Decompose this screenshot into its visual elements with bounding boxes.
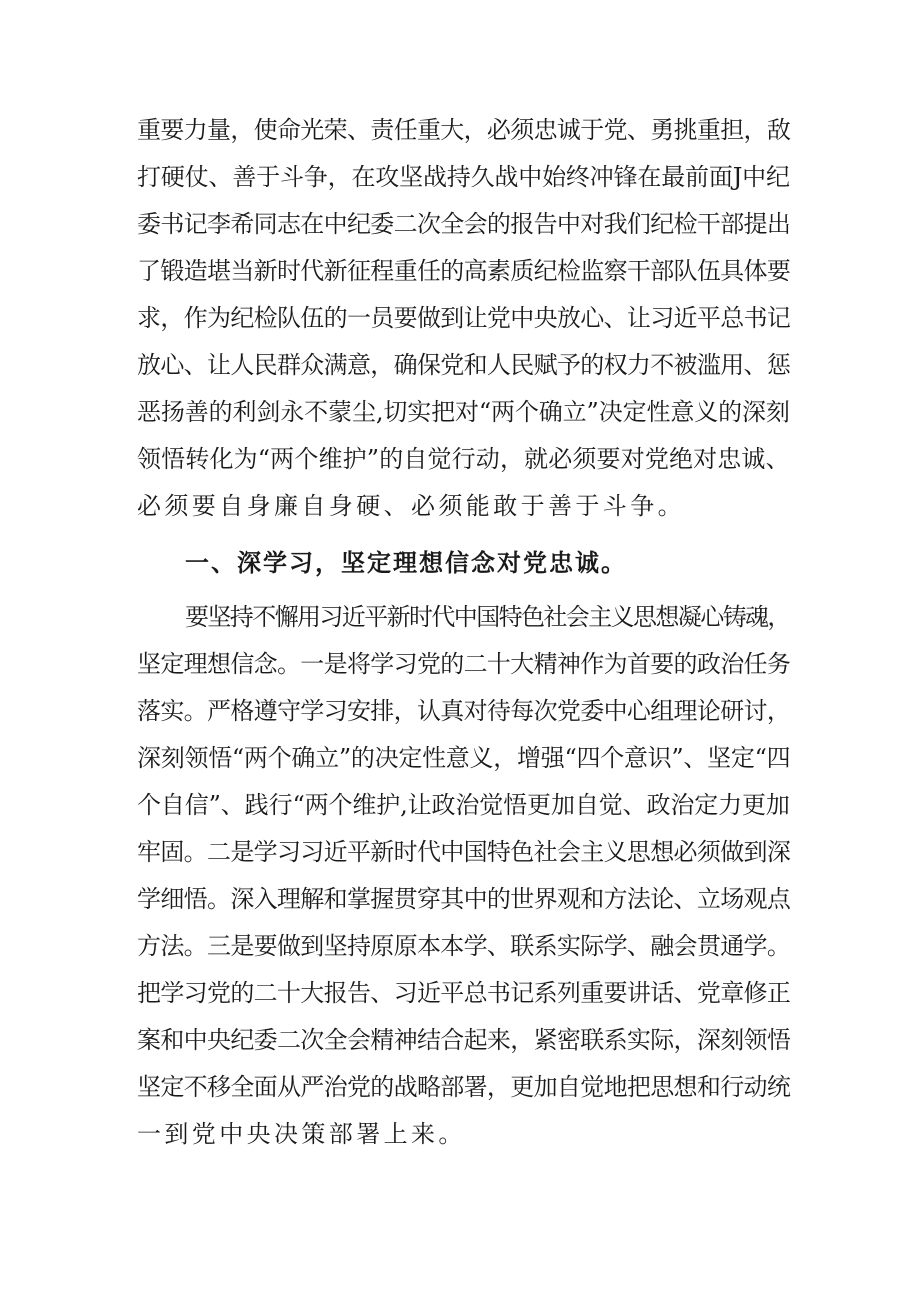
paragraph-line: 落实。严格遵守学习安排，认真对待每次党委中心组理论研讨，: [137, 697, 791, 725]
paragraph-line: 放心、让人民群众满意，确保党和人民赋予的权力不被滥用、惩: [137, 351, 791, 379]
paragraph-line: 深刻领悟“两个确立”的决定性意义，增强“四个意识”、坚定“四: [137, 744, 791, 772]
paragraph-line: 重要力量，使命光荣、责任重大，必须忠诚于党、勇挑重担，敌: [137, 116, 791, 144]
paragraph-line: 坚定不移全面从严治党的战略部署，更加自觉地把思想和行动统: [137, 1073, 791, 1101]
paragraph-line: 求，作为纪检队伍的一员要做到让党中央放心、让习近平总书记: [137, 304, 791, 332]
paragraph-line: 把学习党的二十大报告、习近平总书记系列重要讲话、党章修正: [137, 979, 791, 1007]
paragraph-line: 恶扬善的利剑永不蒙尘,切实把对“两个确立”决定性意义的深刻: [137, 398, 790, 426]
paragraph-line: 要坚持不懈用习近平新时代中国特色社会主义思想凝心铸魂，: [185, 603, 790, 631]
paragraph-line: 坚定理想信念。一是将学习党的二十大精神作为首要的政治任务: [137, 650, 791, 678]
paragraph-line: 了锻造堪当新时代新征程重任的高素质纪检监察干部队伍具体要: [137, 257, 791, 285]
paragraph-line: 学细悟。深入理解和掌握贯穿其中的世界观和方法论、立场观点: [137, 885, 791, 913]
paragraph-line: 一到党中央决策部署上来。: [137, 1120, 466, 1148]
paragraph-line: 必须要自身廉自身硬、必须能敢于善于斗争。: [137, 492, 685, 520]
section-heading: 一、深学习，坚定理想信念对党忠诚。: [185, 549, 627, 577]
paragraph-line: 打硬仗、善于斗争，在攻坚战持久战中始终冲锋在最前面J中纪: [137, 163, 790, 191]
paragraph-line: 牢固。二是学习习近平新时代中国特色社会主义思想必须做到深: [137, 838, 791, 866]
paragraph-line: 领悟转化为“两个维护”的自觉行动，就必须要对党绝对忠诚、: [137, 445, 790, 473]
paragraph-line: 案和中央纪委二次全会精神结合起来，紧密联系实际，深刻领悟: [137, 1026, 791, 1054]
paragraph-line: 个自信”、践行“两个维护,让政治觉悟更加自觉、政治定力更加: [137, 791, 790, 819]
paragraph-line: 委书记李希同志在中纪委二次全会的报告中对我们纪检干部提出: [137, 210, 791, 238]
paragraph-line: 方法。三是要做到坚持原原本本学、联系实际学、融会贯通学。: [137, 932, 791, 960]
